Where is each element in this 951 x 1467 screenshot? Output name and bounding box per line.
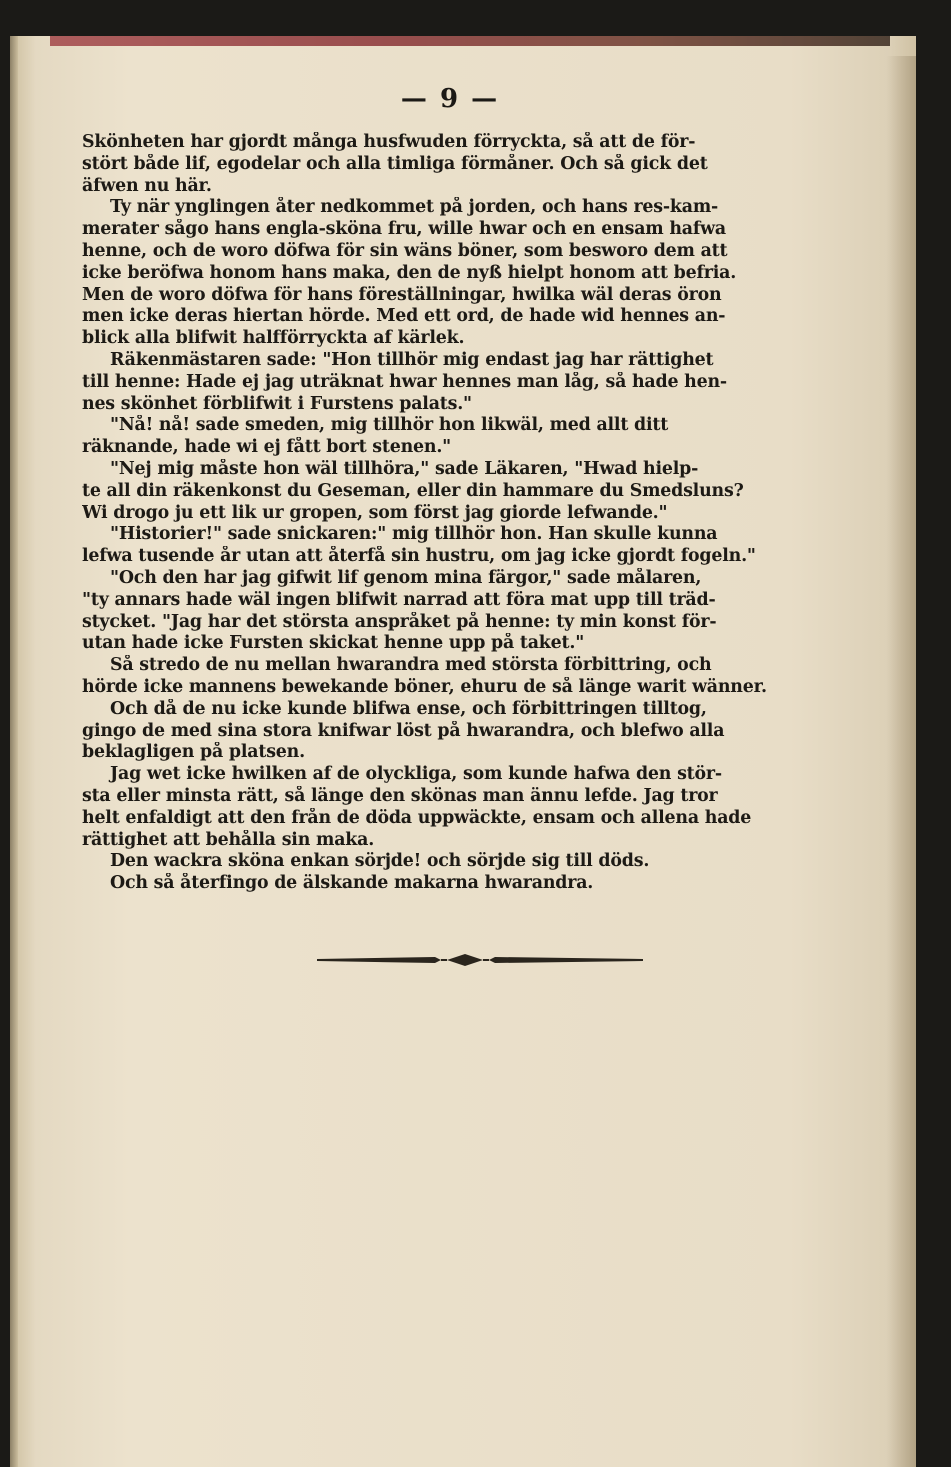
text-line: henne, och de woro döfwa för sin wäns böner, som besworo dem att <box>82 240 728 261</box>
page-top-edge <box>50 36 890 46</box>
text-line: "Nå! nå! sade smeden, mig tillhör hon likwäl, med allt ditt <box>110 415 669 436</box>
page-number: — 9 — <box>400 84 500 114</box>
text-line: lefwa tusende år utan att återfå sin hustru, om jag icke gjordt fogeln." <box>82 546 756 567</box>
text-line: Skönheten har gjordt många husfwuden förryckta, så att de för- <box>82 132 696 152</box>
text-line: sta eller minsta rätt, så länge den skönas man ännu lefde. Jag tror <box>82 785 718 806</box>
text-line: hörde icke mannens bewekande böner, ehuru de så länge warit wänner. <box>82 676 767 697</box>
body-text <box>82 132 832 895</box>
text-line: men icke deras hiertan hörde. Med ett ord, de hade wid hennes an- <box>82 306 726 327</box>
text-line: "Och den har jag gifwit lif genom mina färgor," sade målaren, <box>110 567 702 588</box>
text-line: blick alla blifwit halfförryckta af kärlek. <box>82 328 465 349</box>
text-line: Och så återfingo de älskande makarna hwarandra. <box>110 873 594 894</box>
text-line: "Historier!" sade snickaren:" mig tillhör hon. Han skulle kunna <box>110 524 718 545</box>
margin-mark <box>410 1266 424 1300</box>
text-line: rättighet att behålla sin maka. <box>82 829 375 850</box>
text-line: "Nej mig måste hon wäl tillhöra," sade Läkaren, "Hwad hielp- <box>110 458 699 479</box>
text-line: utan hade icke Fursten skickat henne upp på taket." <box>82 633 585 654</box>
text-line: Jag wet icke hwilken af de olyckliga, som kunde hafwa den stör- <box>110 764 722 785</box>
text-line: Räkenmästaren sade: "Hon tillhör mig endast jag har rättighet <box>110 349 714 370</box>
text-line: "ty annars hade wäl ingen blifwit narrad att föra mat upp till träd- <box>82 589 716 610</box>
book-page <box>10 36 916 1467</box>
text-line: stycket. "Jag har det största anspråket på henne: ty min konst för- <box>82 611 717 632</box>
page-right-shadow <box>886 56 916 1467</box>
text-line: Ty när ynglingen åter nedkommet på jorden, och hans res-kam- <box>110 197 719 218</box>
text-line: Men de woro döfwa för hans föreställningar, hwilka wäl deras öron <box>82 284 722 305</box>
text-line: helt enfaldigt att den från de döda uppwäckte, ensam och allena hade <box>82 807 752 828</box>
text-line: te all din räkenkonst du Geseman, eller din hammare du Smedsluns? <box>82 480 744 501</box>
text-line: Wi drogo ju ett lik ur gropen, som först jag giorde lefwande." <box>82 502 668 523</box>
text-line: räknande, hade wi ej fått bort stenen." <box>82 437 452 458</box>
text-line: Och då de nu icke kunde blifwa ense, och förbittringen tilltog, <box>110 698 707 719</box>
text-line: icke beröfwa honom hans maka, den de nyß hielpt honom att befria. <box>82 262 737 283</box>
text-line: stört både lif, egodelar och alla timliga förmåner. Och så gick det <box>82 153 708 174</box>
text-line: merater sågo hans engla-sköna fru, wille hwar och en ensam hafwa <box>82 219 726 240</box>
text-line: beklagligen på platsen. <box>82 742 305 763</box>
text-line: gingo de med sina stora knifwar löst på hwarandra, och blefwo alla <box>82 720 725 741</box>
text-line: Så stredo de nu mellan hwarandra med största förbittring, och <box>110 655 712 676</box>
ornament-divider-icon <box>315 948 645 972</box>
text-line: äfwen nu här. <box>82 175 212 196</box>
page-gutter <box>10 36 18 1467</box>
text-line: till henne: Hade ej jag uträknat hwar hennes man låg, så hade hen- <box>82 371 727 392</box>
text-line: Den wackra sköna enkan sörjde! och sörjde sig till döds. <box>110 851 650 872</box>
text-line: nes skönhet förblifwit i Furstens palats." <box>82 393 472 414</box>
